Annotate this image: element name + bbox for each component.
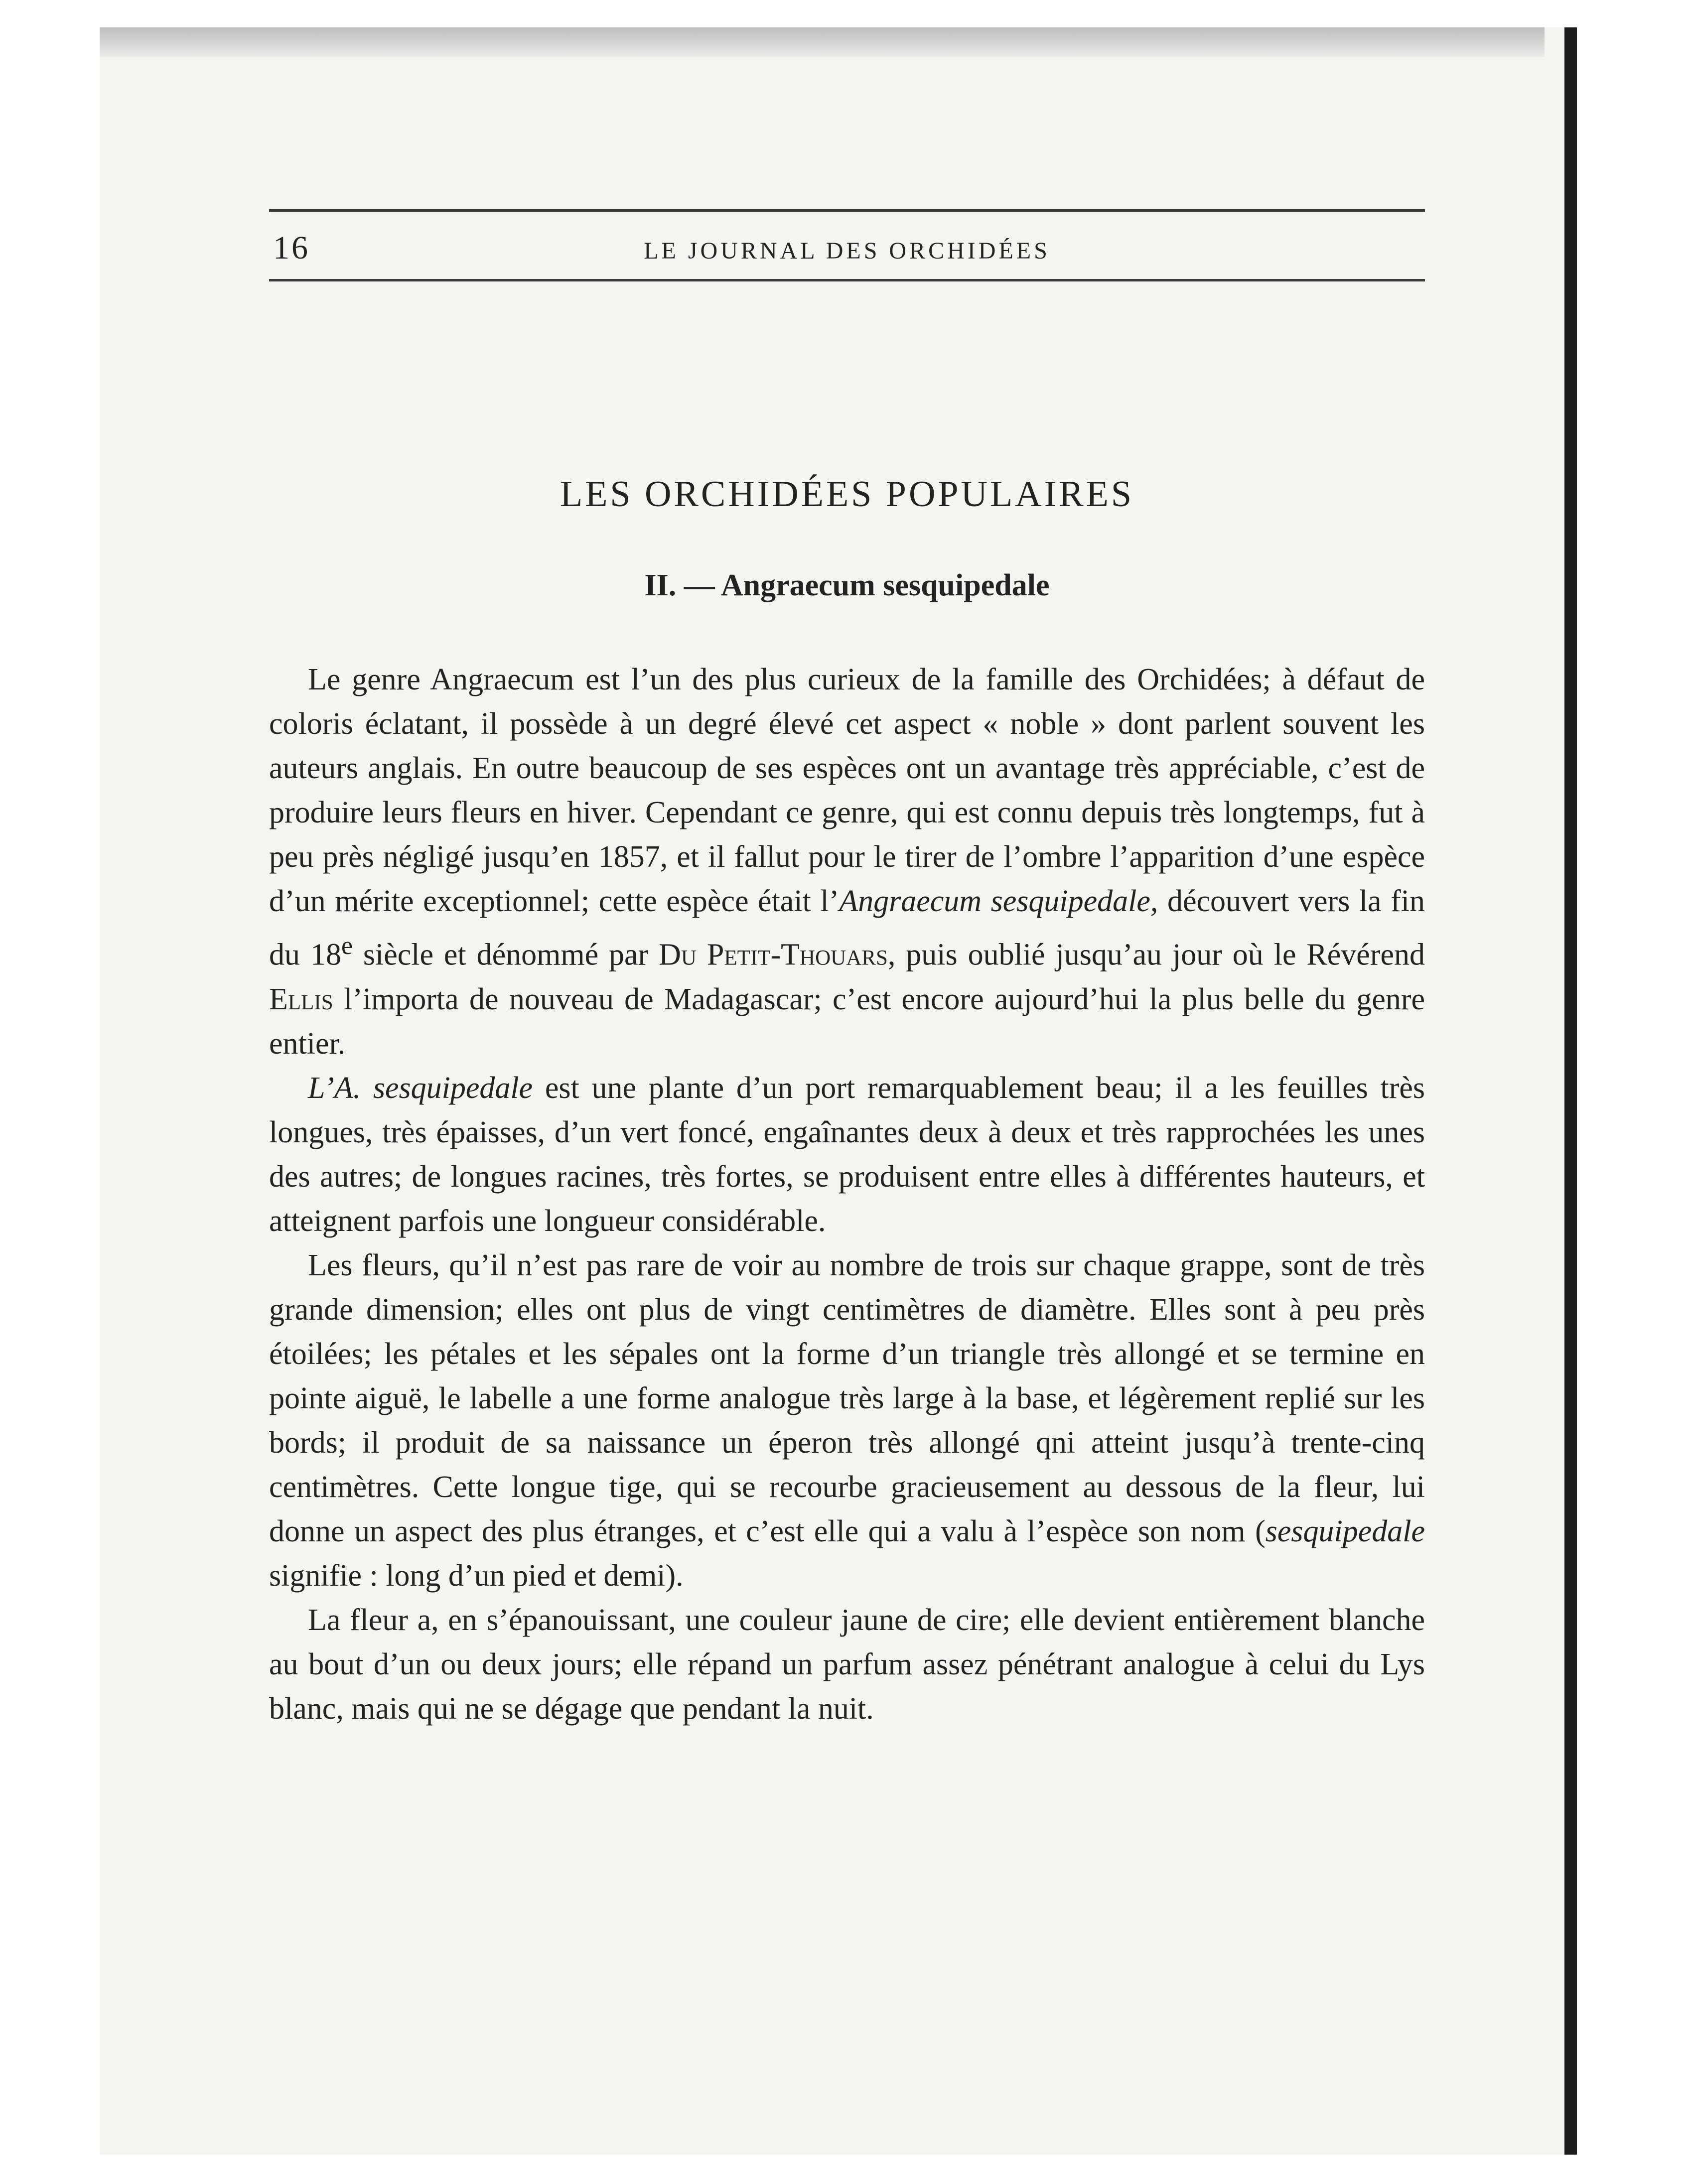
species-name-italic: Angraecum sesquipedale, — [839, 884, 1158, 918]
paragraph-3 — [269, 1243, 1425, 1598]
paragraph-1-text-a: Le genre Angraecum est l’un des plus curieux de la famille des Orchidées; à défaut de coloris éclatant, il possède à un degré élevé cet aspect « noble » dont parlent souvent les auteurs anglais. En outre beaucoup de ses espèces ont un avantage très appréciable, c’est de produire leurs fleurs en hiver. Cependant ce genre, qui est connu depuis très longtemps, fut à peu près négligé jusqu’en 1857, et il fallut pour le tirer de l’ombre l’apparition d’une espèce d’un mérite exceptionnel; cette espèce était l’ — [269, 663, 1425, 918]
paragraph-2 — [269, 1066, 1425, 1243]
paragraph-1-text-b: découvert vers la fin du 18 — [269, 884, 1425, 972]
section-title: II. — Angraecum sesquipedale — [644, 568, 1050, 602]
page-number: 16 — [273, 230, 310, 266]
author-name-du-petit-thouars: Du Petit-Thouars — [659, 938, 888, 972]
species-abbrev-italic: L’A. sesquipedale — [308, 1071, 533, 1105]
century-superscript: e — [341, 932, 353, 960]
paragraph-1-text-c: siècle et dénommé par — [352, 938, 659, 972]
running-header — [269, 224, 1425, 274]
scan-edge-shadow — [100, 27, 1545, 57]
header-rule-top — [269, 209, 1425, 212]
sesquipedale-italic: sesquipedale — [1265, 1514, 1425, 1548]
running-title: LE JOURNAL DES ORCHIDÉES — [644, 238, 1050, 264]
binding-edge — [1564, 27, 1577, 2155]
paragraph-3-text-a: Les fleurs, qu’il n’est pas rare de voir au nombre de trois sur chaque grappe, sont de très grande dimension; elles ont plus de vingt centimètres de diamètre. Elles sont à peu près étoilées; les pétales et les sépales ont la forme d’un triangle très allongé et se termine en pointe aiguë, le labelle a une forme analogue très large à la base, et légèrement replié sur les bords; il produit de sa naissance un éperon très allongé qni atteint jusqu’à trente-cinq centimètres. Cette longue tige, qui se recourbe gracieusement au dessous de la fleur, lui donne un aspect des plus étranges, et c’est elle qui a valu à l’espèce son nom ( — [269, 1248, 1425, 1548]
paragraph-1 — [269, 658, 1425, 1066]
paragraph-3-text-b: signifie : long d’un pied et demi). — [269, 1558, 684, 1593]
article-body — [269, 658, 1425, 1731]
paragraph-4: La fleur a, en s’épanouissant, une couleur jaune de cire; elle devient entièrement blanche au bout d’un ou deux jours; elle répand un parfum assez pénétrant analogue à celui du Lys blanc, mais qui ne se dégage que pendant la nuit. — [269, 1603, 1425, 1726]
paragraph-1-text-e: l’importa de nouveau de Madagascar; c’est encore aujourd’hui la plus belle du genre entier. — [269, 982, 1425, 1061]
paragraph-1-text-d: , puis oublié jusqu’au jour où le Révérend — [887, 938, 1425, 972]
article-title: LES ORCHIDÉES POPULAIRES — [560, 474, 1134, 515]
author-name-ellis: Ellis — [269, 982, 333, 1016]
header-rule-bottom — [269, 279, 1425, 281]
paragraph-2-text: est une plante d’un port remarquablement beau; il a les feuilles très longues, très épaisses, d’un vert foncé, engaînantes deux à deux et très rapprochées les unes des autres; de longues racines, très fortes, se produisent entre elles à différentes hauteurs, et atteignent parfois une longueur considérable. — [269, 1071, 1425, 1238]
